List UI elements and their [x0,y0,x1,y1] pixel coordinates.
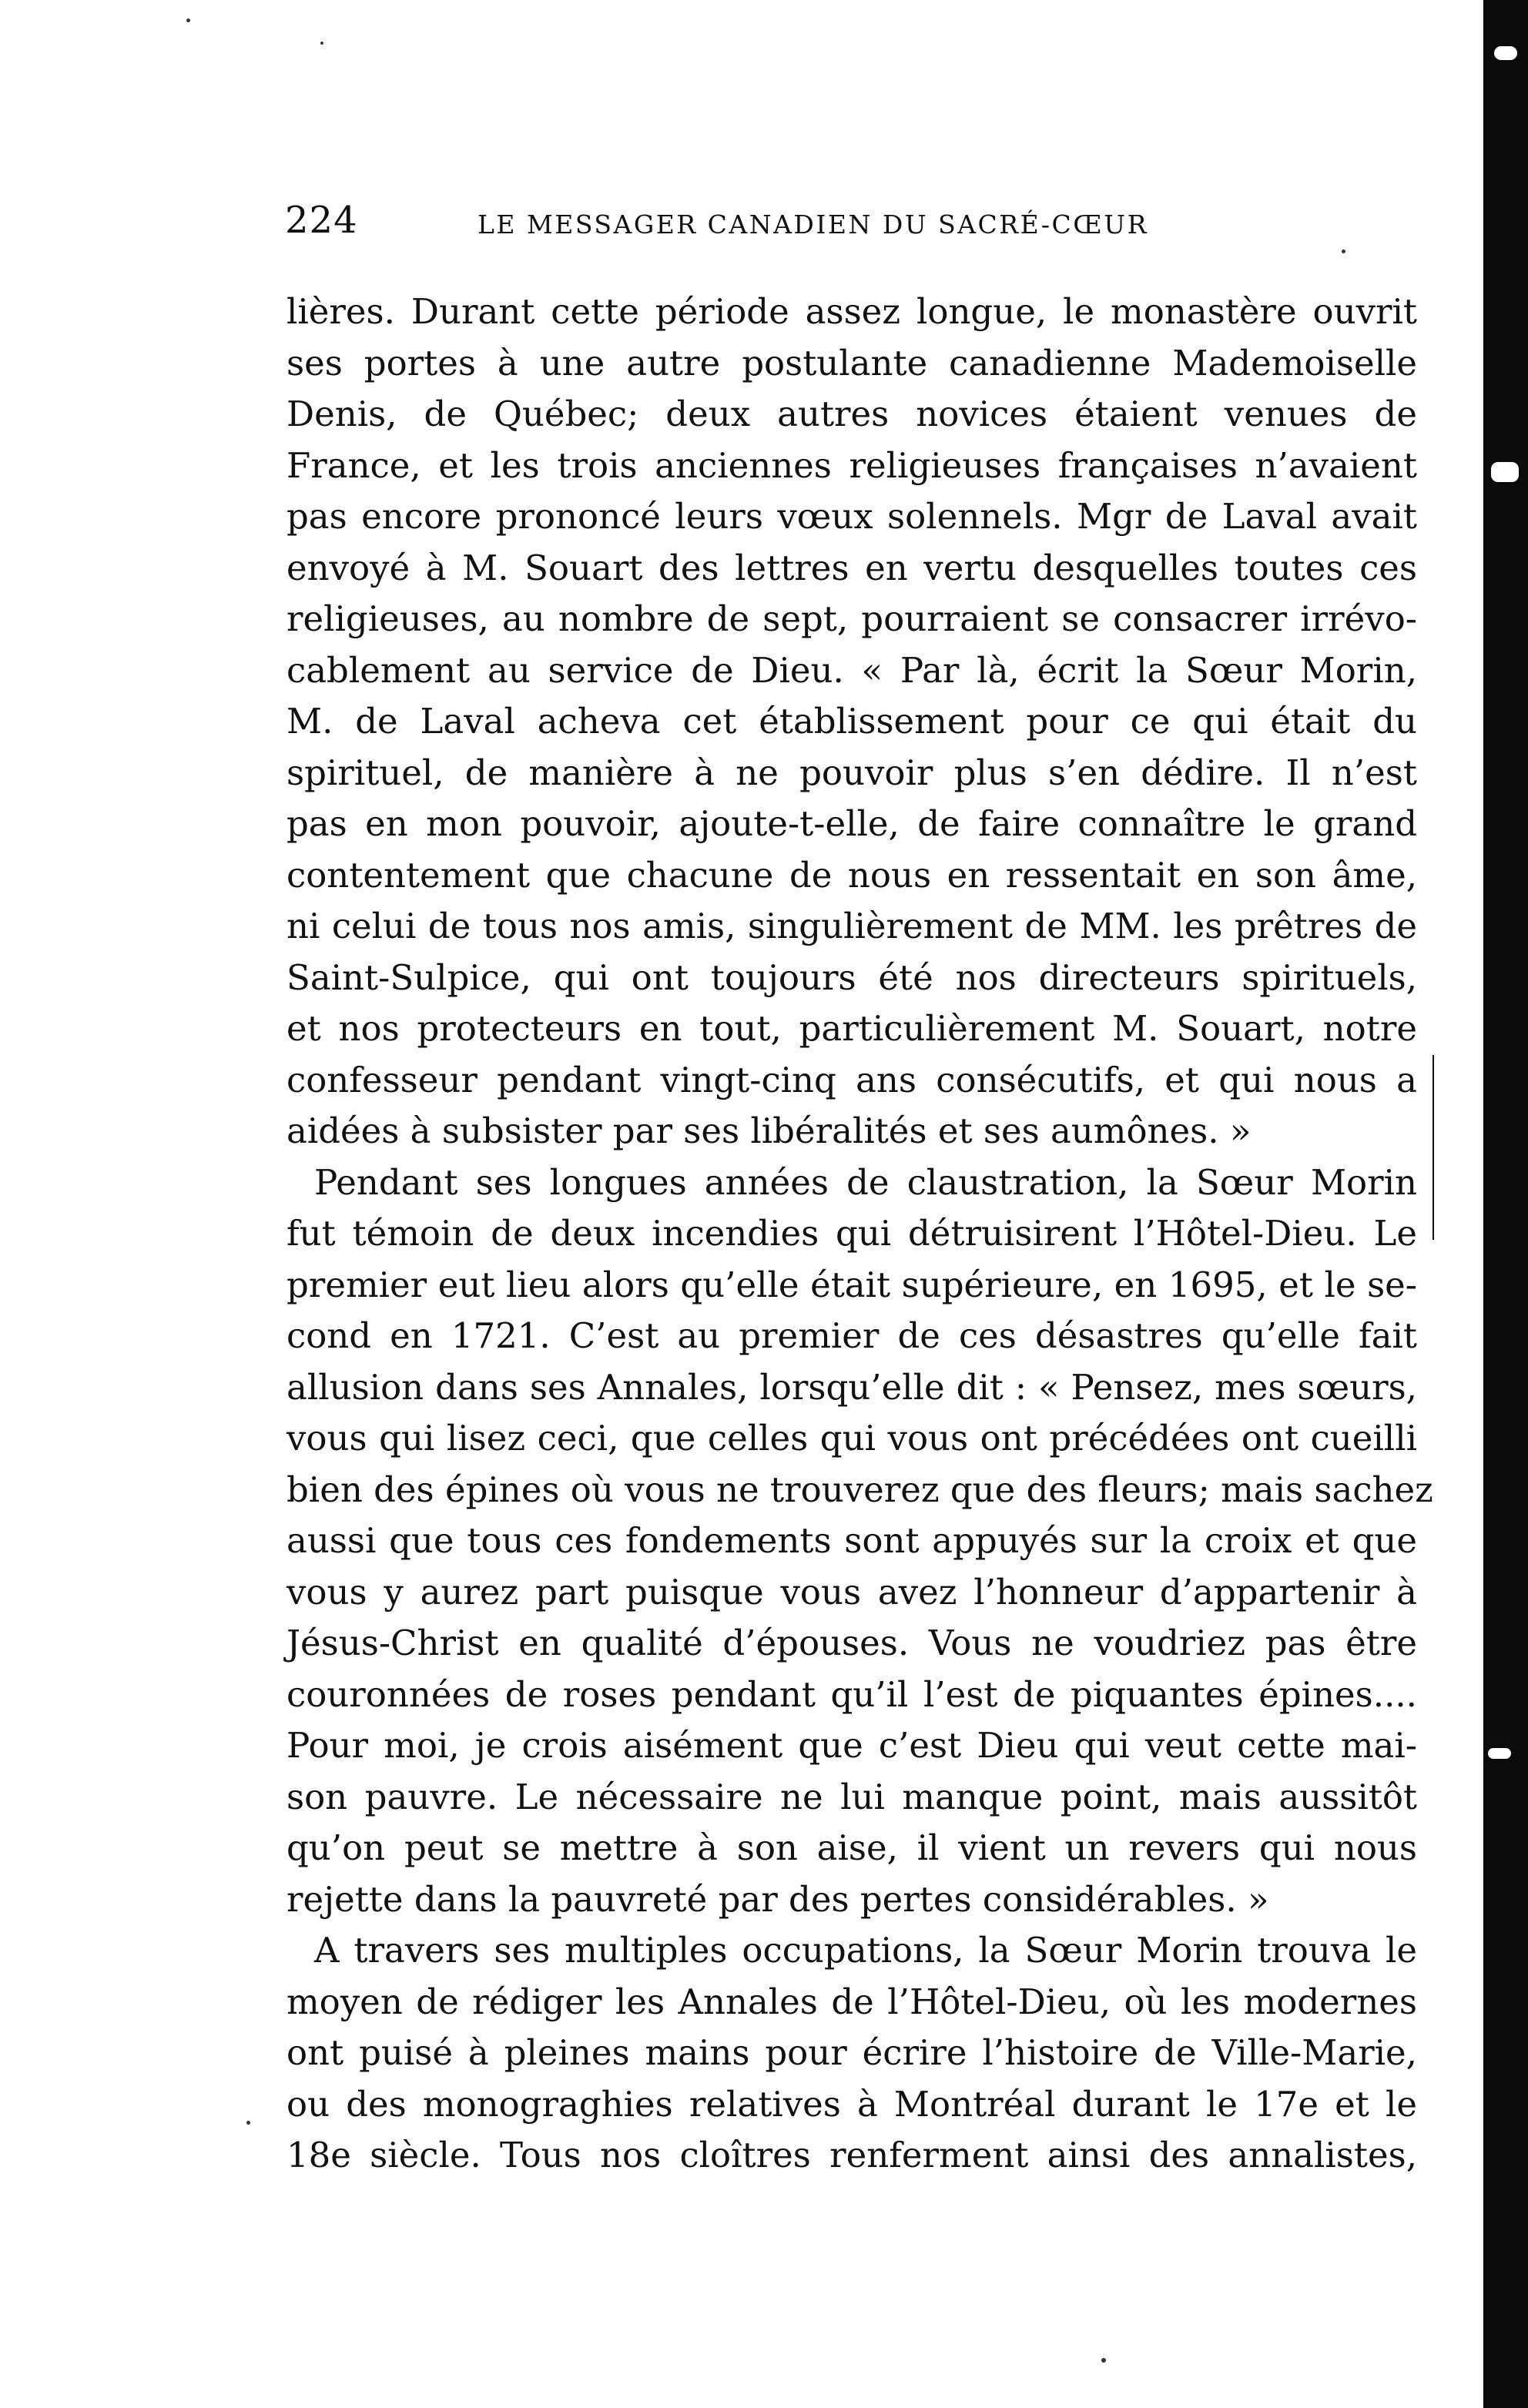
text-line: M. de Laval acheva cet établissement pour ce qui était du [286,701,1417,742]
text-line: fut témoin de deux incendies qui détruisirent l’Hôtel-Dieu. Le [286,1213,1417,1254]
text-line: premier eut lieu alors qu’elle était supérieure, en 1695, et le se- [286,1264,1417,1305]
scan-speck [246,2121,250,2125]
scan-speck [186,18,190,22]
text-line: contentement que chacune de nous en ressentait en son âme, [286,854,1417,896]
text-line: ou des monograghies relatives à Montréal durant le 17e et le [286,2083,1417,2125]
text-line: pas encore prononcé leurs vœux solennels. Mgr de Laval avait [286,496,1417,537]
text-line: Jésus-Christ en qualité d’épouses. Vous ne voudriez pas être [286,1623,1417,1663]
text-line: ni celui de tous nos amis, singulièrement de MM. les prêtres de [286,906,1417,946]
text-line: allusion dans ses Annales, lorsqu’elle dit : « Pensez, mes sœurs, [286,1366,1417,1408]
text-line: spirituel, de manière à ne pouvoir plus s’en dédire. Il n’est [286,752,1417,793]
scan-notch [1494,46,1517,60]
scan-notch [1491,462,1519,482]
text-line: Pendant ses longues années de claustration, la Sœur Morin [314,1161,1417,1203]
scan-notch [1488,1748,1511,1759]
text-line: qu’on peut se mettre à son aise, il vient un revers qui nous [286,1827,1417,1868]
text-line: et nos protecteurs en tout, particulièrement M. Souart, notre [286,1008,1417,1049]
text-line: France, et les trois anciennes religieuses françaises n’avaient [286,444,1417,486]
text-line: ont puisé à pleines mains pour écrire l’histoire de Ville-Marie, [286,2032,1417,2073]
text-line: moyen de rédiger les Annales de l’Hôtel-Dieu, où les modernes [286,1981,1417,2022]
text-line: rejette dans la pauvreté par des pertes considérables. » [286,1878,1269,1920]
text-line: aidées à subsister par ses libéralités et ses aumônes. » [286,1110,1252,1151]
paragraph [286,286,1417,1157]
text-line: Saint-Sulpice, qui ont toujours été nos directeurs spirituels, [286,956,1417,998]
margin-rule [1432,1055,1434,1240]
page-header [285,199,1440,253]
text-line: bien des épines où vous ne trouverez que des fleurs; mais sachez [286,1469,1433,1510]
page-number: 224 [285,199,358,242]
paragraph [286,1157,1433,1926]
scan-speck [320,42,323,45]
body-text [286,286,1433,2182]
text-line: aussi que tous ces fondements sont appuyés sur la croix et que [286,1520,1417,1561]
text-line: Denis, de Québec; deux autres novices étaient venues de [286,394,1417,434]
text-line: pas en mon pouvoir, ajoute-t-elle, de faire connaître le grand [286,803,1417,844]
scan-edge [1483,0,1528,2408]
text-line: vous y aurez part puisque vous avez l’honneur d’appartenir à [286,1571,1417,1613]
text-line: A travers ses multiples occupations, la Sœur Morin trouva le [314,1930,1417,1971]
text-line: cond en 1721. C’est au premier de ces désastres qu’elle fait [286,1315,1417,1356]
text-line: cablement au service de Dieu. « Par là, écrit la Sœur Morin, [286,649,1417,691]
text-line: envoyé à M. Souart des lettres en vertu desquelles toutes ces [286,547,1417,588]
paragraph [286,1925,1417,2182]
text-line: Pour moi, je crois aisément que c’est Dieu qui veut cette mai- [286,1725,1417,1766]
text-line: religieuses, au nombre de sept, pourraient se consacrer irrévo- [286,598,1417,639]
running-title: LE MESSAGER CANADIEN DU SACRÉ-CŒUR [478,209,1148,239]
text-line: ses portes à une autre postulante canadienne Mademoiselle [286,342,1417,383]
text-line: son pauvre. Le nécessaire ne lui manque point, mais aussitôt [286,1776,1417,1817]
text-line: confesseur pendant vingt-cinq ans consécutifs, et qui nous a [286,1059,1417,1100]
text-line: lières. Durant cette période assez longue, le monastère ouvrit [286,291,1417,332]
scan-speck [1101,2358,1106,2363]
text-line: couronnées de roses pendant qu’il l’est de piquantes épines.... [286,1673,1417,1715]
text-line: vous qui lisez ceci, que celles qui vous ont précédées ont cueilli [286,1418,1417,1459]
text-line: 18e siècle. Tous nos cloîtres renferment ainsi des annalistes, [286,2135,1417,2175]
